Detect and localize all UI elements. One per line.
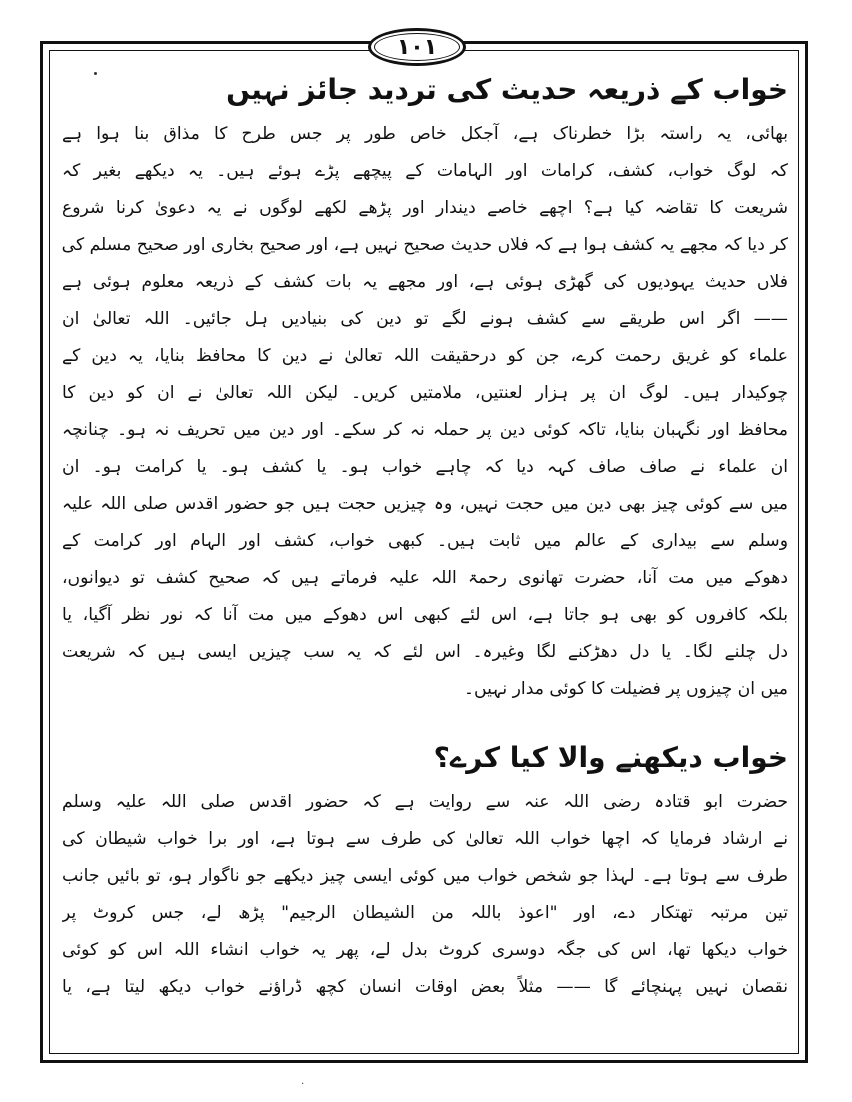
text-line: کر دیا کہ مجھے یہ کشف ہوا ہے کہ فلاں حدیث صحیح نہیں ہے، اور صحیح بخاری اور صحیح مسلم کی — [62, 235, 788, 255]
text-line: چوکیدار ہیں۔ لوگ ان پر ہزار لعنتیں، ملامتیں کریں۔ لیکن اللہ تعالیٰ نے ان کو دین کا — [62, 383, 788, 403]
text-line: دھوکے میں مت آنا، حضرت تھانوی رحمۃ اللہ علیہ فرماتے ہیں کہ صحیح کشف تو دیوانوں، — [62, 568, 788, 588]
footer-mark: ۰ — [300, 1078, 306, 1089]
text-line: شریعت کا تقاضہ کیا ہے؟ اچھے خاصے دیندار اور پڑھے لکھے لوگوں نے یہ دعویٰ کرنا شروع — [62, 198, 788, 218]
text-line: ان علماء نے صاف صاف کہہ دیا کہ چاہے خواب ہو۔ یا کشف ہو۔ یا کرامت ہو۔ ان — [62, 457, 788, 477]
text-line: طرف سے ہوتا ہے۔ لہذا جو شخص خواب میں کوئی ایسی چیز دیکھے جو ناگوار ہو، تو بائیں جانب — [62, 866, 788, 886]
text-line: دل چلنے لگا۔ یا دل دھڑکنے لگا وغیرہ۔ اس لئے کہ یہ سب چیزیں ایسی ہیں کہ شریعت — [62, 642, 788, 662]
text-line: خواب دیکھا تھا، اس کی جگہ دوسری کروٹ بدل لے، پھر یہ خواب انشاء اللہ اس کو کوئی — [62, 940, 788, 960]
section-heading-what-to-do: خواب دیکھنے والا کیا کرے؟ — [433, 741, 788, 774]
page-number: ۱۰۱ — [374, 33, 460, 61]
text-line: میں ان چیزوں پر فضیلت کا کوئی مدار نہیں۔ — [463, 679, 788, 699]
text-line: فلاں حدیث یہودیوں کی گھڑی ہوئی ہے، اور مجھے یہ بات کشف کے ذریعہ معلوم ہوئی ہے — [62, 272, 788, 292]
text-line: نقصان نہیں پہنچائے گا —— مثلاً بعض اوقات انسان کچھ ڈراؤنے خواب دیکھ لیتا ہے، یا — [62, 977, 788, 997]
text-line: محافظ اور نگہبان بنایا، تاکہ کوئی دین پر حملہ نہ کر سکے۔ اور دین میں تحریف نہ ہو۔ چنانچہ — [62, 420, 788, 440]
text-line: نے ارشاد فرمایا کہ اچھا خواب اللہ تعالیٰ کی طرف سے ہوتا ہے، اور برا خواب شیطان کی — [62, 829, 788, 849]
text-line: میں سے کوئی چیز بھی دین میں حجت نہیں، وہ چیزیں حجت ہیں جو حضور اقدس صلی اللہ علیہ — [62, 494, 788, 514]
page-content — [58, 64, 792, 1049]
text-line: حضرت ابو قتادہ رضی اللہ عنہ سے روایت ہے کہ حضور اقدس صلی اللہ علیہ وسلم — [62, 792, 788, 812]
section-heading-dream-hadith: خواب کے ذریعہ حدیث کی تردید جائز نہیں — [226, 73, 788, 106]
paragraph-what-to-do — [62, 784, 788, 1006]
text-line: بلکہ کافروں کو بھی ہو جاتا ہے، اس لئے کبھی اس دھوکے میں مت آنا کہ نور نظر آگیا، یا — [62, 605, 788, 625]
text-line: تین مرتبہ تھتکار دے، اور "اعوذ باللہ من الشیطان الرجیم" پڑھ لے، جس کروٹ پر — [62, 903, 788, 923]
text-line: علماء کو غریق رحمت کرے، جن کو درحقیقت اللہ تعالیٰ نے دین کا محافظ بنایا، یہ دین کے — [62, 346, 788, 366]
text-line: —— اگر اس طریقے سے کشف ہونے لگے تو دین کی بنیادیں ہل جائیں۔ اللہ تعالیٰ ان — [62, 309, 788, 329]
text-line: بھائی، یہ راستہ بڑا خطرناک ہے، آجکل خاص طور پر جس طرح کا مذاق بنا ہوا ہے — [62, 124, 788, 144]
paragraph-dream-hadith — [62, 116, 788, 708]
text-line: کہ لوگ خواب، کشف، کرامات اور الہامات کے پیچھے پڑے ہوئے ہیں۔ یہ دیکھے بغیر کہ — [62, 161, 788, 181]
page-number-badge — [368, 28, 466, 66]
text-line: وسلم سے بیداری کے عالم میں ثابت ہیں۔ کبھی خواب، کشف اور الہام اور کرامت کے — [62, 531, 788, 551]
